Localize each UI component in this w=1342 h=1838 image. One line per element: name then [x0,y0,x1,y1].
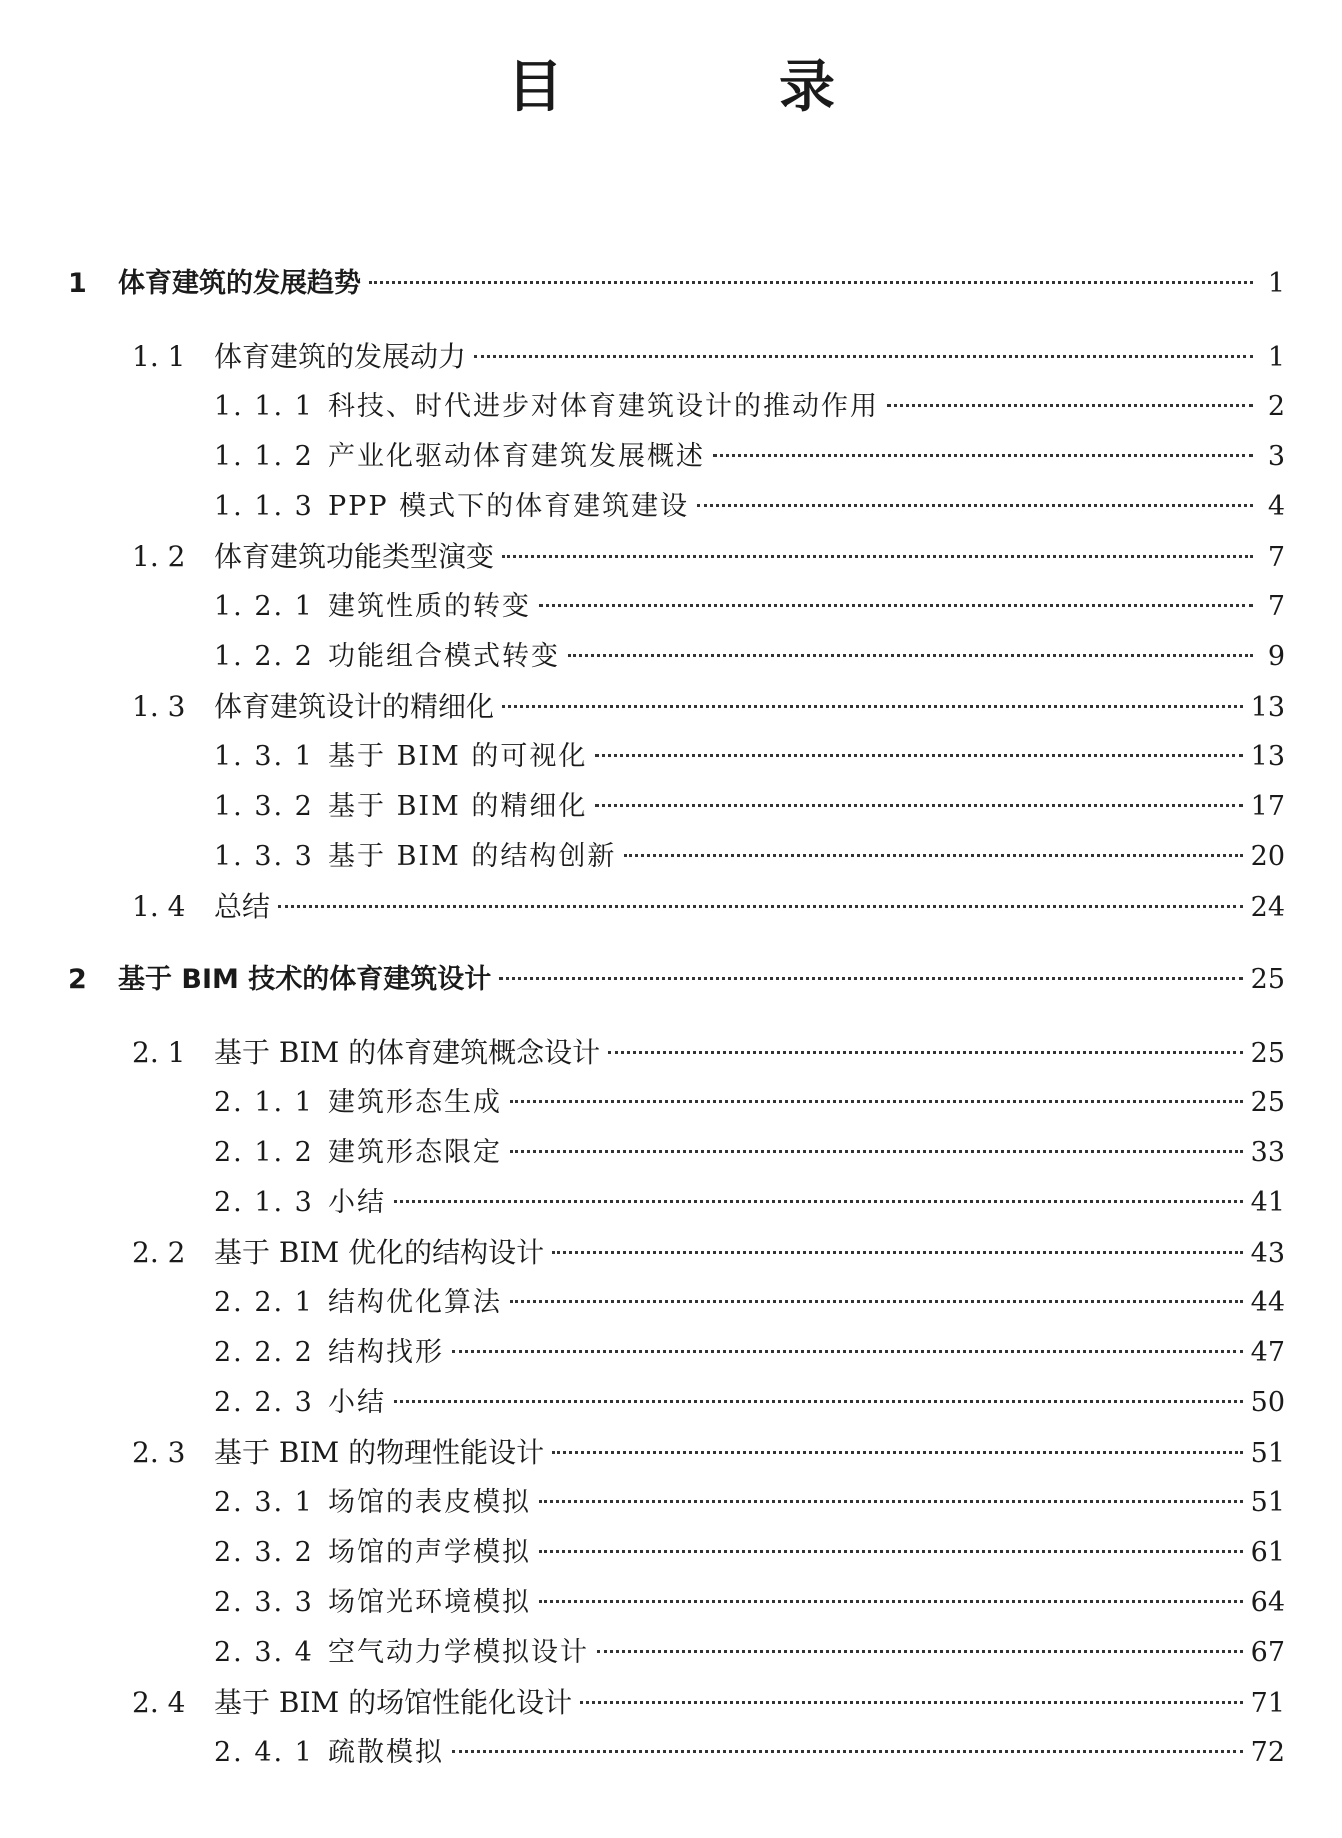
toc-entry-page: 7 [1267,591,1285,622]
toc-entry[interactable] [68,482,1285,532]
toc-entry-title: 小结 [328,1387,386,1418]
toc-entry[interactable] [68,732,1285,782]
dot-leader [713,454,1253,457]
toc-entry-title: 空气动力学模拟设计 [328,1637,589,1668]
toc-entry-title: 基于 BIM 的结构创新 [328,841,617,872]
toc-entry[interactable] [68,258,1285,310]
toc-entry-title: 体育建筑功能类型演变 [214,540,495,573]
dot-leader [510,1150,1243,1153]
toc-entry-page: 17 [1250,791,1285,822]
toc-entry-page: 25 [1250,964,1285,995]
toc-entry-page: 61 [1250,1537,1285,1568]
dot-leader [608,1051,1243,1054]
toc-entry-title: 基于 BIM 的物理性能设计 [214,1436,545,1469]
toc-entry[interactable] [68,332,1285,382]
dot-leader [502,555,1253,558]
toc-entry-title: 小结 [328,1187,386,1218]
toc-entry[interactable] [68,832,1285,882]
toc-entry[interactable] [68,1728,1285,1778]
toc-entry-page: 51 [1250,1438,1285,1469]
toc-entry-number: 1. 2 [132,540,186,573]
toc-entry[interactable] [68,954,1285,1006]
toc-entry-title: 场馆的声学模拟 [328,1537,531,1568]
dot-leader [394,1200,1243,1203]
toc-entry[interactable] [68,1678,1285,1728]
toc-entry-number: 2. 3 [132,1436,186,1469]
toc-entry-page: 41 [1250,1187,1285,1218]
dot-leader [595,804,1242,807]
toc-entry-number: 1. 1. 2 [214,441,314,472]
toc-entry[interactable] [68,1478,1285,1528]
toc-entry[interactable] [68,1128,1285,1178]
toc-entry-number: 2. 2. 3 [214,1387,314,1418]
toc-entry[interactable] [68,582,1285,632]
dot-leader [474,355,1253,358]
toc-entry-page: 1 [1267,342,1285,373]
dot-leader [552,1251,1243,1254]
toc-entry-number: 1. 1 [132,340,186,373]
toc-entry-title: 场馆的表皮模拟 [328,1487,531,1518]
toc-entry-number: 1. 4 [132,890,186,923]
toc-entry-number: 2. 1. 3 [214,1187,314,1218]
toc-entry-number: 1. 3 [132,690,186,723]
table-of-contents [68,258,1285,1778]
toc-entry-number: 2. 1 [132,1036,186,1069]
toc-entry-page: 13 [1250,741,1285,772]
toc-entry-number: 2 [68,964,87,995]
dot-leader [539,604,1253,607]
toc-entry-number: 2. 1. 1 [214,1087,314,1118]
dot-leader [452,1750,1243,1753]
toc-entry-title: 科技、时代进步对体育建筑设计的推动作用 [328,391,879,422]
toc-entry-title: 基于 BIM 的体育建筑概念设计 [214,1036,601,1069]
toc-entry-page: 25 [1250,1038,1285,1069]
toc-entry-page: 20 [1250,841,1285,872]
toc-entry-page: 7 [1267,542,1285,573]
toc-entry[interactable] [68,782,1285,832]
toc-entry-page: 47 [1250,1337,1285,1368]
toc-entry-title: 建筑形态生成 [328,1087,502,1118]
toc-entry-title: 体育建筑的发展动力 [214,340,467,373]
toc-entry-number: 2. 4. 1 [214,1737,314,1768]
dot-leader [502,705,1243,708]
dot-leader [278,905,1243,908]
toc-entry-number: 1. 3. 2 [214,791,314,822]
toc-entry-title: 建筑性质的转变 [328,591,531,622]
toc-entry[interactable] [68,1178,1285,1228]
toc-entry-page: 44 [1250,1287,1285,1318]
toc-entry-page: 71 [1250,1688,1285,1719]
toc-entry-title: 基于 BIM 技术的体育建筑设计 [118,964,492,995]
page-title: 目 录 [507,55,915,120]
toc-entry[interactable] [68,1628,1285,1678]
dot-leader [697,504,1253,507]
toc-entry-number: 2. 3. 3 [214,1587,314,1618]
toc-entry[interactable] [68,1228,1285,1278]
toc-entry[interactable] [68,1528,1285,1578]
dot-leader [452,1350,1243,1353]
toc-entry[interactable] [68,1028,1285,1078]
toc-entry-number: 1. 1. 3 [214,491,314,522]
toc-entry[interactable] [68,1278,1285,1328]
toc-entry-title: 功能组合模式转变 [328,641,560,672]
toc-entry-page: 33 [1250,1137,1285,1168]
toc-entry-number: 2. 2. 1 [214,1287,314,1318]
toc-entry-title: 结构找形 [328,1337,444,1368]
toc-entry-page: 9 [1267,641,1285,672]
toc-entry-page: 64 [1250,1587,1285,1618]
dot-leader [597,1650,1243,1653]
toc-entry-title: 疏散模拟 [328,1737,444,1768]
toc-entry[interactable] [68,432,1285,482]
toc-entry-page: 51 [1250,1487,1285,1518]
toc-entry-page: 25 [1250,1087,1285,1118]
dot-leader [624,854,1242,857]
toc-entry-title: 总结 [214,890,271,923]
toc-entry-number: 1. 2. 1 [214,591,314,622]
dot-leader [595,754,1242,757]
toc-entry-page: 13 [1250,692,1285,723]
toc-entry-number: 2. 1. 2 [214,1137,314,1168]
toc-entry-title: 结构优化算法 [328,1287,502,1318]
toc-entry[interactable] [68,882,1285,932]
toc-entry-page: 2 [1267,391,1285,422]
toc-entry[interactable] [68,1578,1285,1628]
dot-leader [568,654,1253,657]
toc-entry-page: 1 [1267,268,1285,299]
toc-entry-page: 43 [1250,1238,1285,1269]
toc-entry-number: 1. 3. 3 [214,841,314,872]
toc-entry[interactable] [68,1078,1285,1128]
dot-leader [552,1451,1243,1454]
toc-entry[interactable] [68,1428,1285,1478]
dot-leader [369,281,1253,284]
toc-entry-number: 2. 3. 1 [214,1487,314,1518]
dot-leader [580,1701,1243,1704]
toc-entry[interactable] [68,1378,1285,1428]
dot-leader [539,1600,1243,1603]
toc-entry-number: 1. 3. 1 [214,741,314,772]
toc-entry-number: 2. 2 [132,1236,186,1269]
toc-entry-title: 基于 BIM 的场馆性能化设计 [214,1686,573,1719]
toc-entry-title: 产业化驱动体育建筑发展概述 [328,441,705,472]
toc-entry-number: 2. 4 [132,1686,186,1719]
toc-entry-number: 2. 3. 4 [214,1637,314,1668]
dot-leader [887,404,1253,407]
toc-entry-number: 2. 3. 2 [214,1537,314,1568]
dot-leader [539,1500,1243,1503]
toc-entry-page: 72 [1250,1737,1285,1768]
toc-entry-number: 2. 2. 2 [214,1337,314,1368]
toc-entry[interactable] [68,682,1285,732]
toc-entry[interactable] [68,382,1285,432]
toc-entry-page: 50 [1250,1387,1285,1418]
toc-entry-title: 体育建筑的发展趋势 [118,268,361,299]
toc-entry-title: 基于 BIM 的可视化 [328,741,588,772]
dot-leader [394,1400,1243,1403]
toc-entry-title: 基于 BIM 优化的结构设计 [214,1236,545,1269]
toc-entry-title: PPP 模式下的体育建筑建设 [328,491,690,522]
toc-entry-number: 1. 2. 2 [214,641,314,672]
toc-entry-page: 4 [1267,491,1285,522]
toc-entry-page: 3 [1267,441,1285,472]
toc-entry-page: 24 [1250,892,1285,923]
toc-entry-title: 基于 BIM 的精细化 [328,791,588,822]
dot-leader [539,1550,1243,1553]
dot-leader [499,977,1242,980]
dot-leader [510,1100,1243,1103]
toc-entry-title: 场馆光环境模拟 [328,1587,531,1618]
toc-entry[interactable] [68,532,1285,582]
toc-entry-number: 1 [68,268,87,299]
dot-leader [510,1300,1243,1303]
toc-entry-page: 67 [1250,1637,1285,1668]
toc-entry[interactable] [68,632,1285,682]
toc-entry[interactable] [68,1328,1285,1378]
toc-entry-number: 1. 1. 1 [214,391,314,422]
toc-entry-title: 体育建筑设计的精细化 [214,690,495,723]
toc-entry-title: 建筑形态限定 [328,1137,502,1168]
